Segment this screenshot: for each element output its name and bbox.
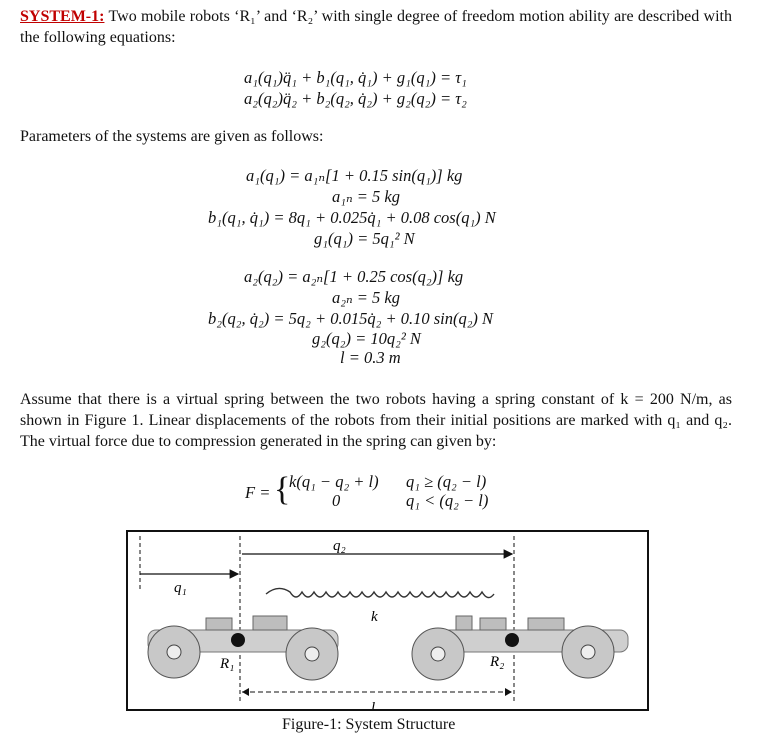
r1-label: R₁	[220, 656, 235, 672]
param-a1n: a₁ₙ = 5 kg	[332, 187, 401, 206]
system-heading: SYSTEM-1:	[20, 8, 105, 25]
param-g2: g₂(q₂) = 10q₂² N	[312, 329, 421, 348]
l-arrow-right	[505, 688, 512, 696]
force-case2-cond: q₁ < (q₂ − l)	[406, 491, 489, 510]
param-b1: b₁(q₁, q̇₁) = 8q₁ + 0.025q̇₁ + 0.08 cos(q₁) N	[208, 208, 496, 227]
robot-2	[412, 616, 628, 680]
assume-paragraph: Assume that there is a virtual spring between the two robots having a spring constant of k = 200 N/m, as shown in Figure 1. Linear displacements of the robots from their initial positions are marked with q₁ and q₂. The virtual force due to compression generated in the spring can given by:	[20, 391, 732, 450]
params-intro: Parameters of the systems are given as follows:	[20, 128, 324, 145]
equation-1: a₁(q₁)q̈₁ + b₁(q₁, q̇₁) + g₁(q₁) = τ₁	[244, 68, 467, 87]
l-label: l	[371, 700, 376, 709]
force-case2-expr: 0	[332, 491, 341, 510]
robot-1-joint	[231, 633, 245, 647]
figure-caption: Figure-1: System Structure	[282, 716, 456, 733]
intro-paragraph	[20, 6, 732, 48]
param-b2: b₂(q₂, q̇₂) = 5q₂ + 0.015q̇₂ + 0.10 sin(q₂) N	[208, 309, 494, 328]
param-a1: a₁(q₁) = a₁ₙ[1 + 0.15 sin(q₁)] kg	[246, 166, 463, 185]
param-g1: g₁(q₁) = 5q₁² N	[314, 229, 415, 248]
force-case1-cond: q₁ ≥ (q₂ − l)	[406, 472, 487, 491]
figure-frame	[126, 530, 649, 711]
param-a2n: a₂ₙ = 5 kg	[332, 288, 401, 307]
param-l: l = 0.3 m	[340, 348, 401, 367]
robot-2-joint	[505, 633, 519, 647]
q2-label: q₂	[333, 538, 346, 554]
param-a2: a₂(q₂) = a₂ₙ[1 + 0.25 cos(q₂)] kg	[244, 267, 464, 286]
spring-constant-label: k	[371, 609, 378, 625]
spring	[266, 588, 494, 597]
force-brace: {	[274, 471, 291, 508]
l-arrow-left	[242, 688, 249, 696]
intro-text: Two mobile robots ‘R₁’ and ‘R₂’ with single degree of freedom motion ability are described with the following equations:	[20, 8, 732, 46]
force-lhs: F =	[245, 483, 271, 502]
robot-1	[148, 616, 338, 680]
r2-label: R₂	[490, 654, 505, 670]
equation-2: a₂(q₂)q̈₂ + b₂(q₂, q̇₂) + g₂(q₂) = τ₂	[244, 89, 467, 108]
force-case1-expr: k(q₁ − q₂ + l)	[289, 472, 379, 491]
system-structure-diagram	[128, 532, 647, 709]
q1-label: q₁	[174, 580, 187, 596]
